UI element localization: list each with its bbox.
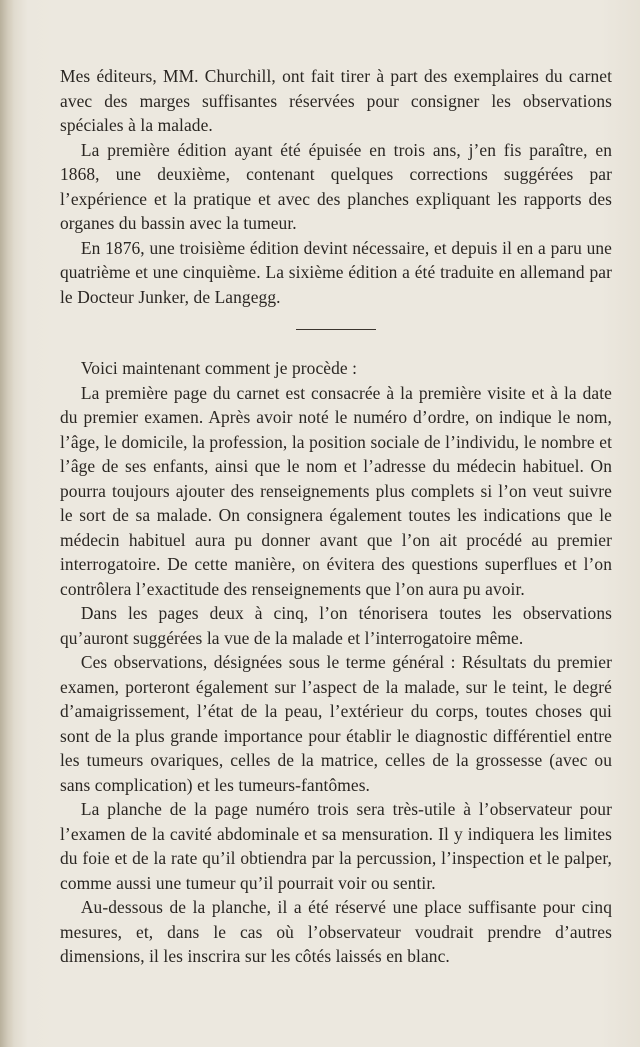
paragraph-editors: Mes éditeurs, MM. Churchill, ont fait tirer à part des exemplaires du carnet avec des marges suffisantes réservées pour consigner les observations spéciales à la malade. (60, 66, 612, 135)
paragraph-first-page: La première page du carnet est consacrée à la première visite et à la date du premier examen. Après avoir noté le numéro d’ordre, on indique le nom, l’âge, le domicile, la profession, la position sociale de l’individu, le nombre et l’âge de ses enfants, ainsi que le nom et l’adresse du médecin habituel. On pourra toujours ajouter des renseignements plus complets si l’on veut suivre le sort de sa malade. On consignera également toutes les indications que le médecin habituel aura pu donner avant que l’on ait procédé au premier interrogatoire. De cette manière, on évitera des questions superflues et l’on contrôlera l’exactitude des renseignements que l’on aura pu avoir. (60, 382, 612, 599)
paragraph-procedure-intro: Voici maintenant comment je procède : (80, 358, 358, 378)
paragraph-measurements: Au-dessous de la planche, il a été réservé une place suffisante pour cinq mesures, et, dans le cas où l’observateur voudrait prendre d’autres dimensions, il les inscrira sur les côtés laissés en blanc. (60, 897, 612, 966)
page-text (60, 64, 612, 969)
paragraph-pages-two-five: Dans les pages deux à cinq, l’on ténorisera toutes les observations qu’auront suggérées la vue de la malade et l’interrogatoire même. (60, 603, 612, 648)
section-divider (296, 329, 376, 330)
paragraph-plate-page-three: La planche de la page numéro trois sera très-utile à l’observateur pour l’examen de la cavité abdominale et sa mensuration. Il y indiquera les limites du foie et de la rate qu’il obtiendra par la percussion, l’inspection et le palper, comme aussi une tumeur qu’il pourrait voir ou sentir. (60, 799, 612, 893)
paragraph-first-edition: La première édition ayant été épuisée en trois ans, j’en fis paraître, en 1868, une deuxième, contenant quelques corrections suggérées par l’expérience et la pratique et avec des planches expliquant les rapports des organes du bassin avec la tumeur. (60, 139, 612, 233)
paragraph-observations: Ces observations, désignées sous le terme général : Résultats du premier examen, porteront également sur l’aspect de la malade, sur le teint, le degré d’amaigrissement, l’état de la peau, l’extérieur du corps, toutes choses qui sont de la plus grande importance pour établir le diagnostic différentiel entre les tumeurs ovariques, celles de la matrice, celles de la grossesse (avec ou sans complication) et les tumeurs-fantômes. (60, 652, 612, 795)
page-binding-edge (0, 0, 14, 1047)
paragraph-third-edition: En 1876, une troisième édition devint nécessaire, et depuis il en a paru une quatrième et une cinquième. La sixième édition a été traduite en allemand par le Docteur Junker, de Langegg. (60, 237, 612, 307)
